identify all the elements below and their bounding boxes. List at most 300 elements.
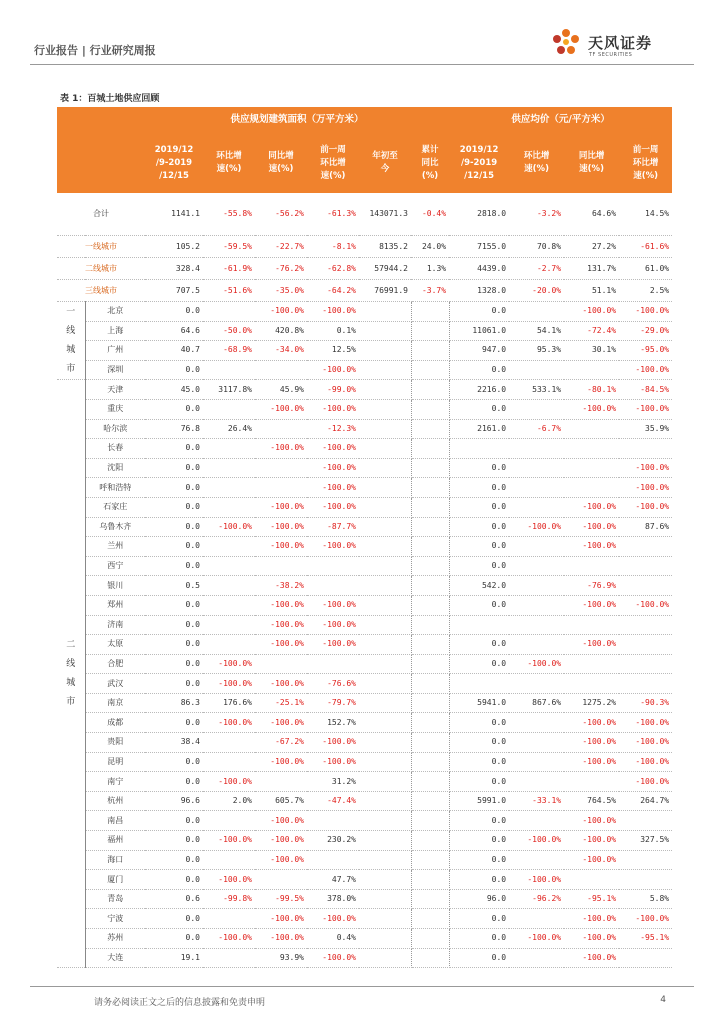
cell-area-mom: -55.8% xyxy=(203,193,255,236)
cell-price: 0.0 xyxy=(449,713,509,733)
cell-blank xyxy=(359,909,411,929)
cell-area-mom xyxy=(203,615,255,635)
cell-area-mom xyxy=(203,556,255,576)
cell-area-yoy: 420.8% xyxy=(255,321,307,341)
cell-area-prev: -100.0% xyxy=(307,615,359,635)
col-area-prev-week: 前一周 环比增 速(%) xyxy=(307,133,359,193)
cell-blank xyxy=(359,733,411,753)
cell-price: 0.0 xyxy=(449,811,509,831)
city-row xyxy=(57,537,672,557)
cell-area-yoy: -100.0% xyxy=(255,909,307,929)
cell-price: 7155.0 xyxy=(449,236,509,258)
page-number: 4 xyxy=(660,995,666,1005)
city-name: 南宁 xyxy=(85,772,145,792)
city-name: 乌鲁木齐 xyxy=(85,517,145,537)
cell-area-mom xyxy=(203,360,255,380)
cell-blank xyxy=(411,674,449,694)
col-area-mom: 环比增 速(%) xyxy=(203,133,255,193)
column-header-row xyxy=(57,133,672,193)
cell-price-yoy: 1275.2% xyxy=(564,693,619,713)
cell-area: 0.6 xyxy=(145,889,203,909)
cell-area-yoy: 93.9% xyxy=(255,948,307,968)
cell-price-prev xyxy=(619,635,672,655)
cell-price-mom xyxy=(509,948,564,968)
cell-price: 542.0 xyxy=(449,576,509,596)
footer-disclaimer: 请务必阅读正文之后的信息披露和免责申明 xyxy=(94,998,266,1008)
cell-price: 0.0 xyxy=(449,929,509,949)
cell-area-prev: 230.2% xyxy=(307,831,359,851)
cell-blank xyxy=(411,497,449,517)
cell-price: 947.0 xyxy=(449,341,509,361)
cell-area-mom: -59.5% xyxy=(203,236,255,258)
cell-price-yoy xyxy=(564,478,619,498)
cell-blank xyxy=(411,811,449,831)
city-row xyxy=(57,811,672,831)
cell-area-prev: -100.0% xyxy=(307,399,359,419)
cell-price-prev xyxy=(619,576,672,596)
city-name: 苏州 xyxy=(85,929,145,949)
cell-price-mom: 533.1% xyxy=(509,380,564,400)
cell-price-mom xyxy=(509,458,564,478)
cell-area: 64.6 xyxy=(145,321,203,341)
cell-price-prev xyxy=(619,870,672,890)
cell-area-yoy: -76.2% xyxy=(255,258,307,280)
cell-price-prev: -100.0% xyxy=(619,733,672,753)
city-name: 广州 xyxy=(85,341,145,361)
cell-area-prev: -64.2% xyxy=(307,280,359,302)
cell-blank xyxy=(359,341,411,361)
group-header-row xyxy=(57,107,672,133)
cell-area-prev: -100.0% xyxy=(307,733,359,753)
cell-price: 0.0 xyxy=(449,360,509,380)
cell-price-yoy xyxy=(564,674,619,694)
city-name: 呼和浩特 xyxy=(85,478,145,498)
cell-price-prev: -100.0% xyxy=(619,302,672,322)
city-name: 大连 xyxy=(85,948,145,968)
cell-area-yoy xyxy=(255,556,307,576)
cell-price: 0.0 xyxy=(449,458,509,478)
city-row xyxy=(57,791,672,811)
cell-area-prev: 31.2% xyxy=(307,772,359,792)
cell-price-prev: 14.5% xyxy=(619,193,672,236)
cell-area-prev: 0.1% xyxy=(307,321,359,341)
city-name: 天津 xyxy=(85,380,145,400)
cell-area-yoy: -100.0% xyxy=(255,811,307,831)
cell-price: 0.0 xyxy=(449,733,509,753)
cell-area: 0.0 xyxy=(145,615,203,635)
cell-area-mom xyxy=(203,850,255,870)
cell-blank xyxy=(359,791,411,811)
cell-blank xyxy=(359,478,411,498)
cell-price-mom: 70.8% xyxy=(509,236,564,258)
cell-blank xyxy=(411,341,449,361)
city-row xyxy=(57,419,672,439)
cell-blank xyxy=(359,948,411,968)
cell-blank xyxy=(359,870,411,890)
cell-blank xyxy=(411,752,449,772)
city-name: 合肥 xyxy=(85,654,145,674)
city-name: 杭州 xyxy=(85,791,145,811)
cell-price-mom xyxy=(509,576,564,596)
cell-price-yoy: 27.2% xyxy=(564,236,619,258)
row-name: 三线城市 xyxy=(57,280,145,302)
cell-price: 0.0 xyxy=(449,302,509,322)
cell-price-yoy: 51.1% xyxy=(564,280,619,302)
cell-area: 76.8 xyxy=(145,419,203,439)
cell-price: 0.0 xyxy=(449,654,509,674)
city-name: 重庆 xyxy=(85,399,145,419)
cell-area-mom xyxy=(203,811,255,831)
cell-area: 0.0 xyxy=(145,752,203,772)
cell-price-yoy: -100.0% xyxy=(564,713,619,733)
cell-price-yoy: 30.1% xyxy=(564,341,619,361)
city-name: 南京 xyxy=(85,693,145,713)
cell-price-yoy xyxy=(564,772,619,792)
cell-price-prev xyxy=(619,537,672,557)
cell-area-prev xyxy=(307,556,359,576)
cell-area-yoy: -100.0% xyxy=(255,752,307,772)
cell-blank xyxy=(359,831,411,851)
cell-area-yoy xyxy=(255,458,307,478)
cell-price-prev: 61.0% xyxy=(619,258,672,280)
row-name: 一线城市 xyxy=(57,236,145,258)
cell-area-mom: -100.0% xyxy=(203,870,255,890)
tier-label: 二线城市 xyxy=(57,380,85,968)
logo-name-en: TF SECURITIES xyxy=(589,52,633,58)
cell-price-prev: -61.6% xyxy=(619,236,672,258)
cell-area-yoy: -34.0% xyxy=(255,341,307,361)
cell-area-yoy: -100.0% xyxy=(255,713,307,733)
city-name: 哈尔滨 xyxy=(85,419,145,439)
cell-area-prev: -100.0% xyxy=(307,439,359,459)
summary-row xyxy=(57,236,672,258)
cell-price-yoy: -100.0% xyxy=(564,811,619,831)
cell-price: 11061.0 xyxy=(449,321,509,341)
city-name: 石家庄 xyxy=(85,497,145,517)
cell-blank xyxy=(411,321,449,341)
cell-price: 0.0 xyxy=(449,399,509,419)
cell-blank xyxy=(359,772,411,792)
cell-price-prev: -100.0% xyxy=(619,595,672,615)
cell-area-prev xyxy=(307,850,359,870)
cell-area: 0.0 xyxy=(145,478,203,498)
cell-area-mom: -100.0% xyxy=(203,772,255,792)
cell-price: 0.0 xyxy=(449,850,509,870)
cell-price: 0.0 xyxy=(449,556,509,576)
cell-blank xyxy=(359,321,411,341)
cell-price-mom: -6.7% xyxy=(509,419,564,439)
cell-area-yoy xyxy=(255,478,307,498)
cell-area-yoy: -100.0% xyxy=(255,399,307,419)
cell-area: 0.0 xyxy=(145,674,203,694)
cell-area-mom: 26.4% xyxy=(203,419,255,439)
cell-price-prev xyxy=(619,615,672,635)
cell-price-prev: -100.0% xyxy=(619,713,672,733)
cell-blank xyxy=(411,948,449,968)
cell-price-yoy xyxy=(564,654,619,674)
cell-price-yoy: -100.0% xyxy=(564,537,619,557)
city-name: 福州 xyxy=(85,831,145,851)
cell-price-mom xyxy=(509,772,564,792)
cell-price-yoy: -72.4% xyxy=(564,321,619,341)
cell-price-mom: 867.6% xyxy=(509,693,564,713)
cell-area: 0.5 xyxy=(145,576,203,596)
cell-price-mom xyxy=(509,439,564,459)
cell-price: 0.0 xyxy=(449,595,509,615)
cell-price-yoy: -100.0% xyxy=(564,909,619,929)
cell-price-mom xyxy=(509,360,564,380)
cell-area-prev: -100.0% xyxy=(307,537,359,557)
cell-ytd: 143071.3 xyxy=(359,193,411,236)
cell-blank xyxy=(359,419,411,439)
cell-blank xyxy=(411,537,449,557)
cell-price-yoy xyxy=(564,360,619,380)
cell-area: 96.6 xyxy=(145,791,203,811)
cell-area-mom xyxy=(203,595,255,615)
cell-blank xyxy=(411,909,449,929)
cell-area-yoy: -100.0% xyxy=(255,831,307,851)
cell-blank xyxy=(411,419,449,439)
cell-blank xyxy=(359,556,411,576)
cell-price-yoy: -100.0% xyxy=(564,929,619,949)
city-name: 厦门 xyxy=(85,870,145,890)
city-name: 太原 xyxy=(85,635,145,655)
cell-price-mom: -33.1% xyxy=(509,791,564,811)
cell-price-yoy xyxy=(564,439,619,459)
city-row xyxy=(57,399,672,419)
cell-area: 0.0 xyxy=(145,517,203,537)
cell-price-prev: 327.5% xyxy=(619,831,672,851)
cell-price-prev xyxy=(619,556,672,576)
cell-area-prev: 378.0% xyxy=(307,889,359,909)
cell-area-mom: -100.0% xyxy=(203,929,255,949)
cell-price-mom: -2.7% xyxy=(509,258,564,280)
cell-blank xyxy=(359,693,411,713)
cell-area: 45.0 xyxy=(145,380,203,400)
cell-price: 5941.0 xyxy=(449,693,509,713)
cell-area-yoy: -100.0% xyxy=(255,929,307,949)
cell-price: 0.0 xyxy=(449,831,509,851)
cell-price-yoy xyxy=(564,419,619,439)
city-row xyxy=(57,693,672,713)
cell-price-mom xyxy=(509,635,564,655)
cell-price-prev: -95.0% xyxy=(619,341,672,361)
cell-area: 0.0 xyxy=(145,595,203,615)
logo-name-cn: 天风证券 xyxy=(588,34,653,52)
cell-price-mom xyxy=(509,811,564,831)
cell-area-prev: -79.7% xyxy=(307,693,359,713)
cell-area-prev: -100.0% xyxy=(307,458,359,478)
cell-blank xyxy=(411,693,449,713)
cell-blank xyxy=(359,635,411,655)
cell-price-prev: -100.0% xyxy=(619,360,672,380)
cell-blank xyxy=(411,556,449,576)
cell-area-prev: -100.0% xyxy=(307,497,359,517)
city-row xyxy=(57,948,672,968)
cell-area-yoy: -100.0% xyxy=(255,674,307,694)
cell-blank xyxy=(411,635,449,655)
city-row xyxy=(57,674,672,694)
cell-area-prev: -100.0% xyxy=(307,478,359,498)
cell-price-yoy: 64.6% xyxy=(564,193,619,236)
cell-price-prev: -100.0% xyxy=(619,909,672,929)
city-name: 海口 xyxy=(85,850,145,870)
cell-area: 0.0 xyxy=(145,635,203,655)
cell-price-prev xyxy=(619,439,672,459)
cell-area-prev: -99.0% xyxy=(307,380,359,400)
cell-area-yoy: -100.0% xyxy=(255,595,307,615)
cell-price-mom: -100.0% xyxy=(509,517,564,537)
cell-price: 0.0 xyxy=(449,537,509,557)
city-name: 昆明 xyxy=(85,752,145,772)
cell-price-yoy: -100.0% xyxy=(564,497,619,517)
cell-area-mom: -100.0% xyxy=(203,517,255,537)
cell-area-mom: 3117.8% xyxy=(203,380,255,400)
cell-price-prev: -100.0% xyxy=(619,399,672,419)
cell-blank xyxy=(359,713,411,733)
cell-area: 0.0 xyxy=(145,399,203,419)
cell-area-yoy: -56.2% xyxy=(255,193,307,236)
cell-area-prev: 47.7% xyxy=(307,870,359,890)
city-row xyxy=(57,654,672,674)
cell-price-mom xyxy=(509,615,564,635)
cell-area-prev: 152.7% xyxy=(307,713,359,733)
cell-price-yoy: -100.0% xyxy=(564,635,619,655)
cell-area: 0.0 xyxy=(145,929,203,949)
cell-blank xyxy=(359,497,411,517)
cell-price-mom: -100.0% xyxy=(509,929,564,949)
tier-label: 一线城市 xyxy=(57,302,85,380)
cell-price-mom: -100.0% xyxy=(509,654,564,674)
cell-area-prev: -8.1% xyxy=(307,236,359,258)
cell-area-yoy: -25.1% xyxy=(255,693,307,713)
city-name: 深圳 xyxy=(85,360,145,380)
cell-price: 0.0 xyxy=(449,517,509,537)
cell-price-prev: -100.0% xyxy=(619,497,672,517)
cell-blank xyxy=(359,595,411,615)
city-name: 青岛 xyxy=(85,889,145,909)
cell-blank xyxy=(359,399,411,419)
cell-price-prev xyxy=(619,654,672,674)
cell-area-mom: -100.0% xyxy=(203,713,255,733)
cell-area-mom xyxy=(203,948,255,968)
cell-area-mom: -100.0% xyxy=(203,654,255,674)
cell-area-yoy: -100.0% xyxy=(255,517,307,537)
cell-area-mom xyxy=(203,733,255,753)
city-row xyxy=(57,458,672,478)
cell-blank xyxy=(359,674,411,694)
cell-area: 86.3 xyxy=(145,693,203,713)
cell-area: 0.0 xyxy=(145,811,203,831)
cell-cum-yoy: -0.4% xyxy=(411,193,449,236)
cell-area-mom xyxy=(203,576,255,596)
cell-price-yoy xyxy=(564,458,619,478)
cell-area: 707.5 xyxy=(145,280,203,302)
logo-flower-icon xyxy=(546,24,586,64)
cell-price: 0.0 xyxy=(449,752,509,772)
cell-area-mom: -100.0% xyxy=(203,831,255,851)
cell-blank xyxy=(411,302,449,322)
cell-price-yoy: -100.0% xyxy=(564,948,619,968)
cell-price: 0.0 xyxy=(449,772,509,792)
city-name: 北京 xyxy=(85,302,145,322)
cell-area-yoy xyxy=(255,870,307,890)
cell-price-mom xyxy=(509,752,564,772)
cell-price: 0.0 xyxy=(449,497,509,517)
cell-blank xyxy=(359,537,411,557)
cell-blank xyxy=(359,811,411,831)
cell-area-mom xyxy=(203,537,255,557)
city-row xyxy=(57,889,672,909)
cell-price-yoy: -100.0% xyxy=(564,831,619,851)
col-price-yoy: 同比增 速(%) xyxy=(564,133,619,193)
city-name: 兰州 xyxy=(85,537,145,557)
city-row xyxy=(57,360,672,380)
cell-area-yoy: -38.2% xyxy=(255,576,307,596)
cell-price: 0.0 xyxy=(449,870,509,890)
cell-blank xyxy=(359,752,411,772)
cell-price: 5991.0 xyxy=(449,791,509,811)
cell-price-mom: -96.2% xyxy=(509,889,564,909)
cell-area: 1141.1 xyxy=(145,193,203,236)
cell-area-prev: -100.0% xyxy=(307,948,359,968)
cell-area-yoy xyxy=(255,772,307,792)
cell-area-mom xyxy=(203,399,255,419)
area-group-header: 供应规划建筑面积（万平方米） xyxy=(145,107,449,133)
cell-blank xyxy=(411,517,449,537)
cell-ytd: 57944.2 xyxy=(359,258,411,280)
cell-cum-yoy: 24.0% xyxy=(411,236,449,258)
cell-price: 1328.0 xyxy=(449,280,509,302)
cell-area: 105.2 xyxy=(145,236,203,258)
table-body xyxy=(57,193,672,968)
cell-area-yoy: -35.0% xyxy=(255,280,307,302)
city-row xyxy=(57,380,672,400)
cell-price-prev: -90.3% xyxy=(619,693,672,713)
cell-price-prev: 5.8% xyxy=(619,889,672,909)
company-logo xyxy=(546,24,666,64)
cell-area-prev: 12.5% xyxy=(307,341,359,361)
cell-area: 0.0 xyxy=(145,458,203,478)
cell-area: 40.7 xyxy=(145,341,203,361)
cell-area-prev: -100.0% xyxy=(307,302,359,322)
cell-area-yoy: -100.0% xyxy=(255,850,307,870)
report-header: 行业报告 | 行业研究周报 xyxy=(34,44,156,57)
cell-price-yoy xyxy=(564,870,619,890)
cell-blank xyxy=(411,458,449,478)
cell-area-mom: 2.0% xyxy=(203,791,255,811)
cell-area-yoy: -100.0% xyxy=(255,302,307,322)
cell-price-mom xyxy=(509,850,564,870)
cell-price: 4439.0 xyxy=(449,258,509,280)
cell-area: 328.4 xyxy=(145,258,203,280)
cell-price: 96.0 xyxy=(449,889,509,909)
cell-area: 0.0 xyxy=(145,850,203,870)
price-group-header: 供应均价（元/平方米） xyxy=(449,107,672,133)
cell-price xyxy=(449,674,509,694)
city-row xyxy=(57,497,672,517)
cell-area: 19.1 xyxy=(145,948,203,968)
cell-blank xyxy=(359,302,411,322)
cell-area-yoy: -100.0% xyxy=(255,497,307,517)
cell-price-prev: -100.0% xyxy=(619,772,672,792)
cell-ytd: 8135.2 xyxy=(359,236,411,258)
cell-price-mom: 95.3% xyxy=(509,341,564,361)
cell-blank xyxy=(411,595,449,615)
cell-blank xyxy=(359,615,411,635)
city-row xyxy=(57,576,672,596)
cell-blank xyxy=(359,458,411,478)
